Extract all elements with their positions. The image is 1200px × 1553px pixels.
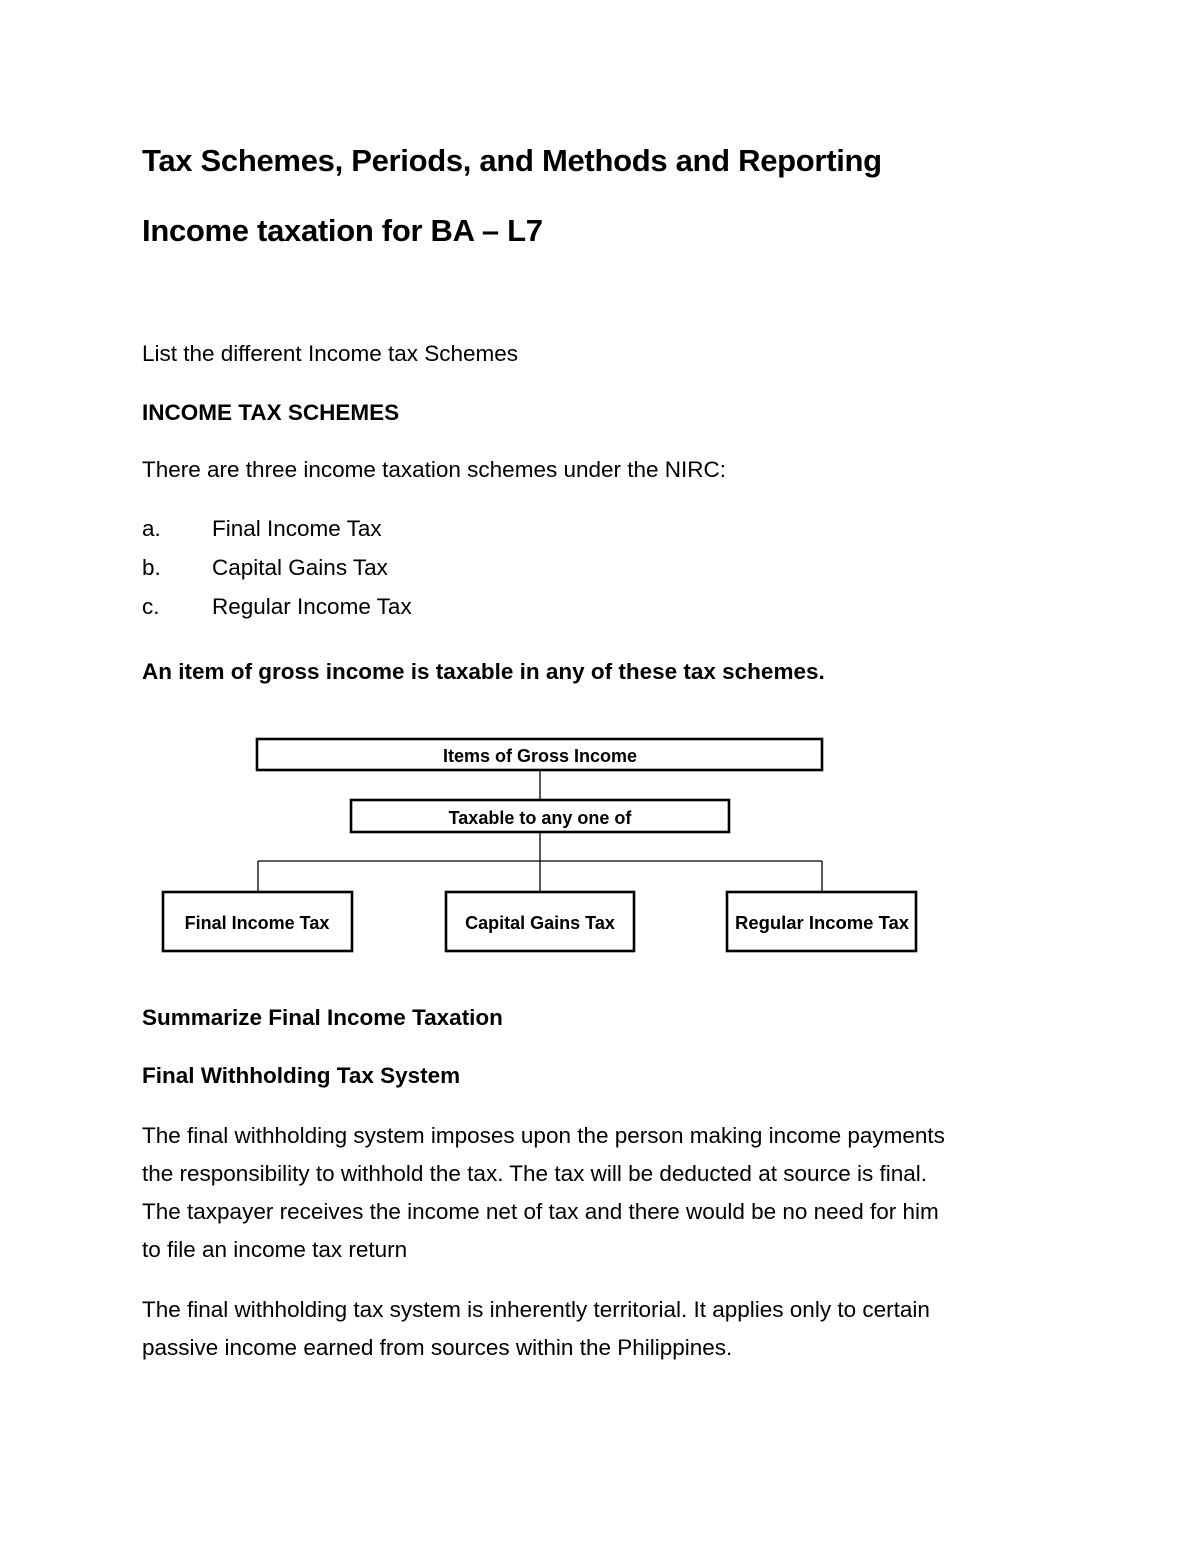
list-marker: a.	[142, 516, 161, 541]
list-item-label: Final Income Tax	[212, 516, 382, 541]
heading-income-tax-schemes: INCOME TAX SCHEMES	[142, 400, 400, 425]
paragraph-line: The taxpayer receives the income net of tax and there would be no need for him	[142, 1199, 939, 1224]
paragraph-final-withholding	[142, 1117, 1082, 1269]
diagram-root-label: Items of Gross Income	[442, 746, 638, 766]
heading-final-withholding: Final Withholding Tax System	[142, 1063, 461, 1088]
paragraph-line: the responsibility to withhold the tax. The tax will be deducted at source is final.	[142, 1161, 928, 1186]
diagram-leaf-label: Final Income Tax	[184, 913, 330, 933]
diagram-middle-label: Taxable to any one of	[448, 808, 632, 828]
diagram-leaf-label: Capital Gains Tax	[465, 913, 615, 933]
list-marker: b.	[142, 555, 161, 580]
prompt-summarize: Summarize Final Income Taxation	[142, 1005, 503, 1030]
list-item-label: Regular Income Tax	[212, 594, 412, 619]
document-subtitle: Income taxation for BA – L7	[142, 213, 543, 248]
paragraph-line: passive income earned from sources within the Philippines.	[142, 1335, 733, 1360]
diagram-leaf-label: Regular Income Tax	[735, 913, 909, 933]
list-marker: c.	[142, 594, 160, 619]
paragraph-line: The final withholding system imposes upon the person making income payments	[142, 1123, 945, 1148]
prompt-list-schemes: List the different Income tax Schemes	[142, 341, 519, 366]
taxable-statement: An item of gross income is taxable in any of these tax schemes.	[142, 659, 825, 684]
paragraph-line: The final withholding tax system is inherently territorial. It applies only to certain	[142, 1297, 930, 1322]
schemes-intro: There are three income taxation schemes under the NIRC:	[142, 457, 727, 482]
paragraph-territorial	[142, 1291, 1082, 1367]
list-item-label: Capital Gains Tax	[212, 555, 388, 580]
paragraph-line: to file an income tax return	[142, 1237, 408, 1262]
document-title: Tax Schemes, Periods, and Methods and Reporting	[142, 143, 882, 178]
